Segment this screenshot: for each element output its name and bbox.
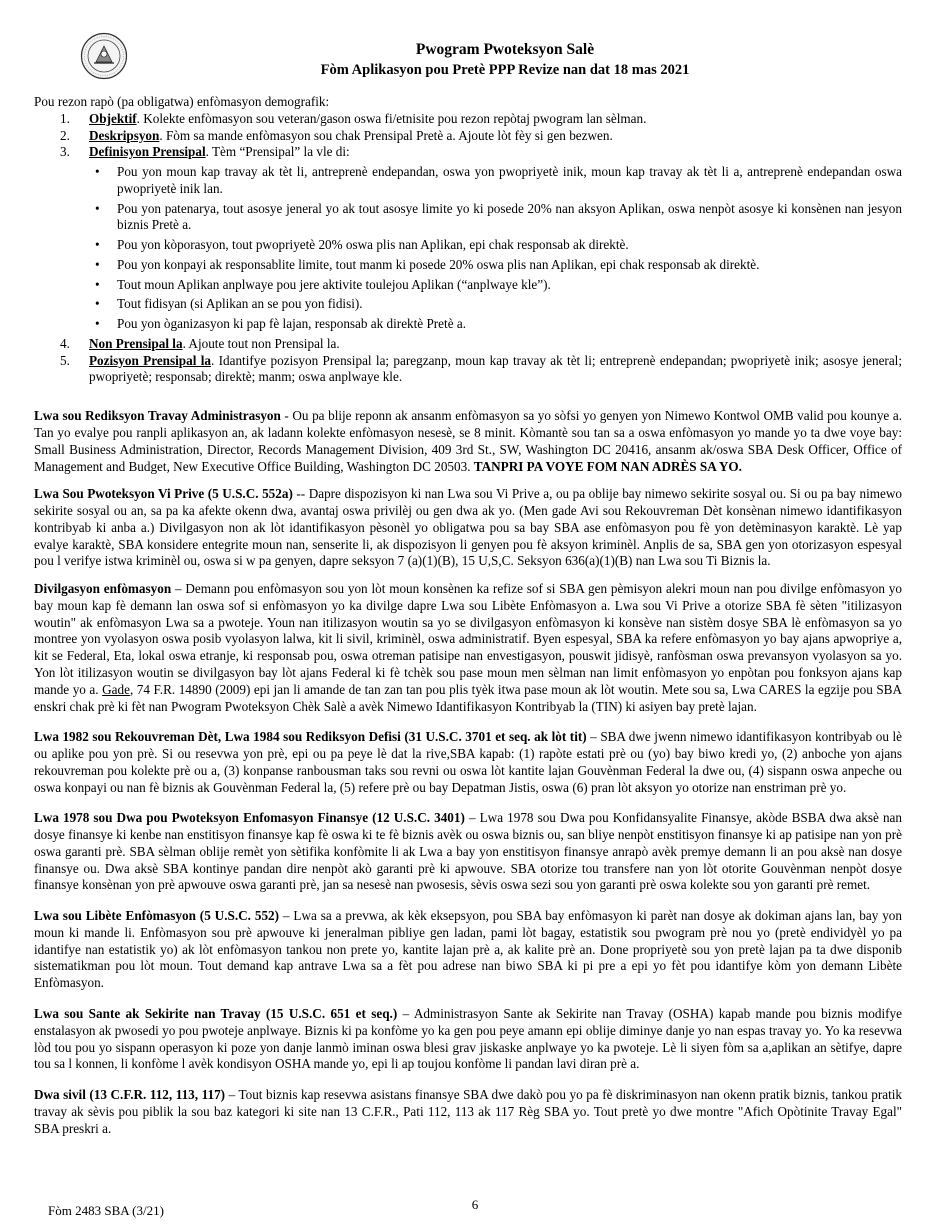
paragraph-body: – Lwa sa a prevwa, ak kèk eksepsyon, pou SBA bay enfòmasyon ki parèt nan dosye ak dokiman ajans lan, bay yon moun ki mande li. Enfòmasyon sou prè apwouve ki jeneralman pibliye gen ladan, pami lòt bagay, estatistik sou pwogram prè nou yo (pretè endividyèl yo pa idantifye nan estatistik yo) ak lòt enfòmasyon tankou non prete yo, kantite lajan prè a, ak kalite prè an. Done propriyetè sou yon pretè lajan pa ta dwe disponib sistematikman pou lòt moun. Tout demand kap antrave Lwa sa a fèt pou adrese nan biwo SBA ki pi pre a epi yo fèt pou idantifye kòm yon demann Libète Enfòmasyon.	[34, 908, 902, 991]
page-number: 6	[471, 1197, 479, 1212]
paragraph-heading: Lwa 1982 sou Rekouvreman Dèt, Lwa 1984 sou Rediksyon Defisi (31 U.S.C. 3701 et seq. ak lòt tit)	[34, 729, 587, 745]
financial-privacy-paragraph	[34, 810, 902, 894]
item-text: . Kolekte enfòmasyon sou veteran/gason oswa fi/etnisite pou rezon repòtaj pwogram lan sèlman.	[136, 110, 647, 126]
paragraph-body: – SBA dwe jwenn nimewo idantifikasyon kontribyab ou lè ou aplike pou yon prè. Si ou resevwa yon prè, epi ou pa peye lè dat la rive,SBA kapab: (1) rapòte estati prè ou (yo) bay biwo kredi yo, (2) anboche yon ajans rekouvreman pou kolekte prè ou a, (3) konpanse ranbousman taks sou revni ou oswa lòt kantite lajan Gouvènman Federal la dwe ou, (4) sispann oswa anpeche ou oswa konpayi ou nan fè biznis ak Gouvènman Federal la, (5) refere prè ou bay Depatman Jistis, oswa (6) pran lòt aksyon yo otorize nan enstriman prè yo.	[34, 729, 902, 795]
paragraph-heading: Lwa sou Libète Enfòmasyon (5 U.S.C. 552)	[34, 908, 280, 924]
civil-rights-paragraph	[34, 1087, 902, 1137]
paragraph-body: - Ou pa blije reponn ak ansanm enfòmasyon sa yo sòfsi yo genyen yon Nimewo Kontwol OMB valid pou kounye a. Tan yo evalye pou ranpli aplikasyon an, ak ladann kolekte enfòmasyon nesesè, se 8 minit. Kòmantè sou tan sa a oswa enfòmasyon yo mande yo ta dwe voye bay: Small Business Administration, Director, Records Management Division, 409 3rd St., SW, Washington DC 20416, ansanm ak/oswa SBA Desk Officer, Office of Management and Budget, New Executive Office Building, Washington DC 20503.	[34, 408, 902, 474]
bullet-item: • Tout fidisyan (si Aplikan an se pou yon fidisi).	[117, 296, 902, 313]
item-number: 2.	[60, 127, 70, 143]
list-item	[60, 335, 902, 353]
item-number: 3.	[60, 144, 70, 160]
gade-reference: Gade	[102, 681, 130, 697]
item-term: Definisyon Prensipal	[89, 144, 206, 160]
item-term: Non Prensipal la	[89, 335, 183, 351]
osha-paragraph	[34, 1006, 902, 1073]
paragraph-body: -- Dapre dispozisyon ki nan Lwa sou Vi Prive a, ou pa oblije bay nimewo sekirite sosyal ou. Si ou pa bay nimewo sekirite sosyal ou an, sa pa ka afekte okenn dwa, avantaj oswa privilèj ou gen dwa ak yo. (Men gade Avi sou Rekouvreman Dèt konsènan nimewo idantifikasyon kontribyab ki anba a.) Divilgasyon non ak lòt idantifikasyon pèsonèl yo obligatwa pou sa bay SBA ase enfòmasyon pou fè yon detèminasyon karaktè. Lè yap evalye karaktè, SBA konsidere entegrite moun nan, senserite li, ak dispozisyon li genyen pou fè aksyon kriminèl. Anplis de sa, SBA gen yon otorizasyon espesyal pou l verifye istwa kriminèl ou, oswa si w pa genyen, dapre seksyon 7 (a)(1)(B), 15 U,S,C. Seksyon 636(a)(1)(B) nan Lwa sou Ti Biznis la.	[34, 486, 902, 569]
item-text: . Idantifye pozisyon Prensipal la; paregzanp, moun kap travay ak tèt li; entreprenè endepandan; pwopriyetè inik; asosye jeneral; pwopriyetè; responsab; direktè; manm; oswa anplwaye kle.	[89, 352, 902, 385]
paragraph-heading: Lwa sou Sante ak Sekirite nan Travay (15 U.S.C. 651 et seq.)	[34, 1005, 398, 1021]
bullet-item: • Pou yon kòporasyon, tout pwopriyetè 20% oswa plis nan Aplikan, epi chak responsab ak direktè.	[117, 237, 902, 254]
sba-seal-logo	[80, 32, 128, 80]
list-item	[60, 352, 902, 387]
paragraph-body: – Tout biznis kap resevwa asistans finansye SBA dwe dakò pou yo pa fè diskriminasyon nan okenn pratik biznis, tankou pratik travay ak sèvis pou piblik la sou baz kategori ki site nan 13 C.F.R., Pati 112, 113 ak 117 Règ SBA yo. Tout pretè yo dwe montre "Afich Opòtinite Travay Egal" SBA preskri a.	[34, 1087, 902, 1136]
list-item	[60, 127, 902, 145]
paragraph-heading: Lwa sou Rediksyon Travay Administrasyon	[34, 408, 281, 424]
item-number: 5.	[60, 352, 70, 368]
paragraph-heading: Lwa Sou Pwoteksyon Vi Prive (5 U.S.C. 552a)	[34, 486, 293, 502]
debt-collection-paragraph	[34, 729, 902, 796]
item-text: . Fòm sa mande enfòmasyon sou chak Prensipal Pretè a. Ajoute lòt fèy si gen bezwen.	[159, 127, 613, 143]
paragraph-heading: Dwa sivil (13 C.F.R. 112, 113, 117)	[34, 1087, 226, 1103]
bullet-item: • Pou yon òganizasyon ki pap fè lajan, responsab ak direktè Pretè a.	[117, 316, 902, 333]
paragraph-heading: Divilgasyon enfòmasyon	[34, 581, 172, 597]
item-text: . Tèm “Prensipal” la vle di:	[205, 144, 350, 160]
bullet-item: • Pou yon konpayi ak responsablite limite, tout manm ki posede 20% oswa plis nan Aplikan, epi chak responsab ak direktè.	[117, 257, 902, 274]
item-number: 1.	[60, 110, 70, 126]
list-item	[60, 144, 902, 333]
foia-paragraph	[34, 908, 902, 992]
item-term: Pozisyon Prensipal la	[89, 352, 211, 368]
paragraph-body: – Demann pou enfòmasyon sou yon lòt moun konsènen ka refize sof si SBA gen pèmisyon alekri moun nan pou divilge enfòmasyon yo bay moun kap fè demann lan oswa sof si enfòmasyon yo ka divilge dapre Lwa sou Libète Enfòmasyon a. Lwa sou Vi Prive a otorize SBA fè sèten "itilizasyon woutin" ak enfòmasyon Lwa sa a pwoteje. Youn nan itilizasyon woutin sa yo se divilgasyon enfòmasyon ki konsève nan sistèm dosye SBA lè enfòmasyon sa yo montree yon vyolasyon oswa posib vyolasyon lalwa, kit li sivil, kriminèl, oswa administratif. Byen espesyal, SBA ka refere enfòmasyon yo bay ajans apwopriye a, kit se Federal, Eta, lokal oswa etranje, ki responsab pou, oswa otreman patisipe nan envestigasyon, pouswit jidisyè, ranfòsman oswa prevansyon vyolasyon sa yo. Yon lòt itilizasyon woutin se divilgasyon bay lòt ajans Federal ki fè tchèk sou pase moun men sèlman nan limit enfòmasyon yo enpòtan pou fonksyon ajans kap mande yo a.	[34, 581, 902, 697]
paragraph-body: – Lwa 1978 sou Dwa pou Konfidansyalite Finansye, akòde BSBA dwa aksè nan dosye finansye ki kenbe nan enstitisyon finansye kap fè oswa ki te fè biznis avèk ou oswa biznis ou, san bliye nenpòt enstitisyon finansye ki ap patisipe nan yon prè oswa garanti prè. SBA sèlman oblije remèt yon sètifika konfòmite li ak Lwa a bay yon enstitisyon finansye anrapò avèk premye demann li an pou aksè nan dosye finansye ou. Dwa aksè SBA kontinye pandan dire nenpòt akò garanti prè ki apwouve. SBA otorize tou transfere nan yon lòt otorite Gouvènman nenpòt dosye finansye konsènan yon prè apwouve oswa garanti prè, jan sa nesesè nan pwosesis, sèvis oswa sezi sou yon garanti prè oswa kolekte sou yon garanti prè remet.	[34, 810, 903, 893]
bullet-item: • Tout moun Aplikan anplwaye pou jere aktivite toulejou Aplikan (“anplwaye kle”).	[117, 277, 902, 294]
document-subtitle: Fòm Aplikasyon pou Pretè PPP Revize nan dat 18 mas 2021	[320, 62, 690, 78]
list-item	[60, 110, 902, 128]
intro-text: Pou rezon rapò (pa obligatwa) enfòmasyon demografik:	[34, 94, 330, 109]
disclosure-paragraph	[34, 581, 902, 715]
bullet-item: • Pou yon moun kap travay ak tèt li, antreprenè endepandan, oswa yon pwopriyetè inik, moun kap travay ak tèt li a, antreprenè endepandan oswa pwopriyetè inik lan.	[117, 164, 902, 198]
item-number: 4.	[60, 335, 70, 351]
item-term: Deskripsyon	[89, 127, 160, 143]
paragraph-heading: Lwa 1978 sou Dwa pou Pwoteksyon Enfomasyon Finansye (12 U.S.C. 3401)	[34, 810, 465, 826]
paperwork-reduction-paragraph	[34, 408, 902, 475]
item-text: . Ajoute tout non Prensipal la.	[182, 335, 340, 351]
paragraph-emphasis: TANPRI PA VOYE FOM NAN ADRÈS SA YO.	[473, 458, 742, 474]
instructions-list	[34, 111, 902, 386]
document-body	[34, 94, 902, 1137]
bullet-item: • Pou yon patenarya, tout asosye jeneral yo ak tout asosye limite yo ki posede 20% nan aksyon Aplikan, oswa nenpòt asosye ki konsènen nan jesyon biznis Pretè a.	[117, 201, 902, 235]
principal-bullet-list	[89, 164, 902, 333]
paragraph-body: , 74 F.R. 14890 (2009) epi jan li amande de tan zan tan pou plis tyèk itwa pase moun ak lòt woutin. Mete sou sa, Lwa CARES la egzije pou SBA enskri chak prè ki fèt nan Pwogram Pwoteksyon Chèk Salè a avèk Nimewo Idantifikasyon Kontribyab la (TIN) ki asiyen bay pretè lajan.	[34, 681, 902, 714]
item-term: Objektif	[89, 110, 137, 126]
paragraph-body: – Administrasyon Sante ak Sekirite nan Travay (OSHA) kapab mande pou biznis modifye enstalasyon ak pwosedi yo pou pwoteje anplwaye. Biznis ki pa konfòme yo ka gen pou peye amann epi oblije diminye danje yo nan espas travay yo. Yo ka resevwa lòd tou pou yo sispann operasyon ki poze yon danje lanmò iminan oswa blesi grav jiskaske anplwaye yo ka pwoteje. Lè li siyen fòm sa a,aplikan an sètifye, dapre tou sa l konnen, li konfòme l avèk kondisyon OSHA mande yo, epi li ap toujou konfòme li pandan lavi diran prè a.	[34, 1005, 902, 1072]
form-identifier: Fòm 2483 SBA (3/21)	[48, 1203, 164, 1218]
privacy-act-paragraph	[34, 486, 902, 570]
document-title: Pwogram Pwoteksyon Salè	[415, 41, 595, 58]
document-header	[200, 40, 810, 80]
